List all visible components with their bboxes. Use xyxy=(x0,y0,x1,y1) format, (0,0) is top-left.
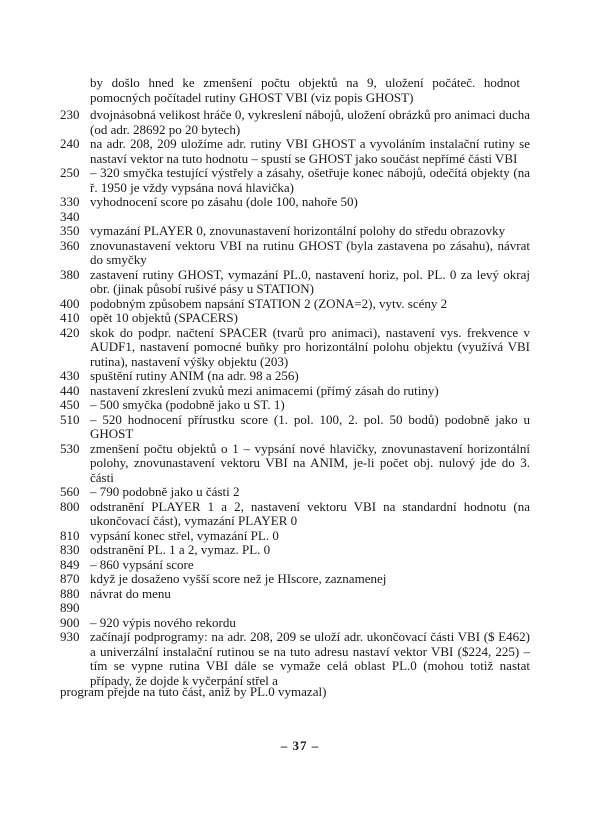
line-entry xyxy=(60,616,530,631)
line-entry xyxy=(60,108,530,137)
line-entry xyxy=(60,500,530,529)
line-entry xyxy=(60,384,530,399)
page-number: – 37 – xyxy=(280,738,320,753)
line-entry xyxy=(60,413,530,442)
line-number: 530 xyxy=(60,440,80,456)
line-entry xyxy=(60,137,530,166)
line-entry xyxy=(60,369,530,384)
line-number: 830 xyxy=(60,542,80,557)
line-number: 930 xyxy=(60,629,80,644)
line-entry xyxy=(60,311,530,326)
line-description: znovunastavení vektoru VBI na rutinu GHOST (byla zastavena po zásahu), návrat do smyčky xyxy=(90,237,530,267)
line-description: – 790 podobně jako u části 2 xyxy=(90,484,240,499)
line-description: nastavení zkreslení zvuků mezi animacemi (přímý zásah do rutiny) xyxy=(90,382,439,398)
line-entry xyxy=(60,442,530,486)
line-entry xyxy=(60,587,530,602)
line-number: 250 xyxy=(60,165,80,180)
line-number: 810 xyxy=(60,527,80,543)
line-number: 360 xyxy=(60,237,80,253)
line-description: – 500 smyčka (podobně jako u ST. 1) xyxy=(90,397,285,412)
line-description: zastavení rutiny GHOST, vymazání PL.0, nastavení horiz, pol. PL. 0 za levý okraj obr. (jinak působí rušivé pásy u STATION) xyxy=(90,266,530,296)
line-number: 849 xyxy=(60,556,80,572)
line-entry xyxy=(60,572,530,587)
line-description: vypsání konec střel, vymazání PL. 0 xyxy=(90,527,279,543)
line-description: skok do podpr. načtení SPACER (tvarů pro animaci), nastavení vys. frekvence v AUDF1, nastavení pomocné buňky pro horizontální polohu objektu (využívá VBI rutina), nastavení výšky objektu (203) xyxy=(90,324,530,369)
line-entry xyxy=(60,630,530,688)
line-number: 400 xyxy=(60,295,80,311)
line-description: – 320 smyčka testující výstřely a zásahy, ošetřuje konec nábojů, odečítá objekty (na ř. 1950 je vždy vypsána nová hlavička) xyxy=(90,165,530,195)
line-description xyxy=(90,601,530,616)
line-entry xyxy=(60,326,530,370)
line-description: dvojnásobná velikost hráče 0, vykreslení nábojů, uložení obrázků pro animaci ducha (od adr. 28692 po 20 bytech) xyxy=(90,107,530,137)
line-entry xyxy=(60,543,530,558)
line-entry xyxy=(60,601,530,616)
line-entry xyxy=(60,224,530,239)
line-entry xyxy=(60,195,530,210)
line-description: odstranění PLAYER 1 a 2, nastavení vektoru VBI na standardní hodnotu (na ukončovací část), vymazání PLAYER 0 xyxy=(90,498,530,528)
line-number: 230 xyxy=(60,107,80,122)
line-number: 890 xyxy=(60,600,80,615)
line-description: – 520 hodnocení přírustku score (1. pol. 100, 2. pol. 50 bodů) podobně jako u GHOST xyxy=(90,411,530,441)
line-number: 240 xyxy=(60,136,80,151)
line-number: 870 xyxy=(60,571,80,586)
line-entry xyxy=(60,485,530,500)
line-number: 340 xyxy=(60,208,80,224)
line-number: 510 xyxy=(60,411,80,427)
line-number: 330 xyxy=(60,194,80,209)
line-description: – 860 vypsání score xyxy=(90,556,194,572)
line-number: 450 xyxy=(60,397,80,412)
line-number: 430 xyxy=(60,368,80,383)
line-description xyxy=(90,210,530,225)
line-number: 900 xyxy=(60,614,80,630)
line-number: 560 xyxy=(60,484,80,499)
line-number: 800 xyxy=(60,498,80,514)
line-description: začínají podprogramy: na adr. 208, 209 se uloží adr. ukončovací části VBI ($ E462) a univerzální instalační rutinou se na tuto adresu nastaví vektor VBI ($224, 225) – tím se vypne rutina VBI dále se vymaže celá oblast PL.0 (mohou totiž nastat případy, že dojde k vyčerpání střel a xyxy=(90,629,530,688)
line-number: 880 xyxy=(60,585,80,601)
line-number: 350 xyxy=(60,223,80,238)
line-entry xyxy=(60,166,530,195)
line-entry xyxy=(60,239,530,268)
line-description: – 920 výpis nového rekordu xyxy=(90,614,236,630)
line-description: vyhodnocení score po zásahu (dole 100, nahoře 50) xyxy=(90,194,358,209)
line-entry xyxy=(60,529,530,544)
line-description: na adr. 208, 209 uložíme adr. rutiny VBI GHOST a vyvoláním instalační rutiny se nastaví vektor na tuto hodnotu – spustí se GHOST jako součást nepřímé části VBI xyxy=(90,136,530,166)
line-description: vymazání PLAYER 0, znovunastavení horizontální polohy do středu obrazovky xyxy=(90,223,506,238)
line-description: když je dosaženo vyšší score než je HIscore, zaznamenej xyxy=(90,571,387,586)
line-entry xyxy=(60,398,530,413)
line-number: 380 xyxy=(60,266,80,282)
line-entry xyxy=(60,558,530,573)
line-description: návrat do menu xyxy=(90,585,171,601)
line-entry xyxy=(60,268,530,297)
lead-paragraph: by došlo hned ke zmenšení počtu objektů na 9, uložení počáteč. hodnot pomocných počítadel rutiny GHOST VBI (viz popis GHOST) xyxy=(90,75,520,105)
line-entries xyxy=(60,108,530,688)
line-number: 440 xyxy=(60,382,80,398)
tail-paragraph: program přejde na tuto část, aniž by PL.0 vymazal) xyxy=(60,684,327,699)
line-description: spuštění rutiny ANIM (na adr. 98 a 256) xyxy=(90,368,299,383)
line-description: podobným způsobem napsání STATION 2 (ZONA=2), vytv. scény 2 xyxy=(90,295,448,311)
line-entry xyxy=(60,210,530,225)
line-entry xyxy=(60,297,530,312)
line-number: 420 xyxy=(60,324,80,340)
line-number: 410 xyxy=(60,310,80,325)
line-description: opět 10 objektů (SPACERS) xyxy=(90,310,238,325)
line-description: zmenšení počtu objektů o 1 – vypsání nové hlavičky, znovunastavení horizontální polohy, znovunastavení vektoru VBI na ANIM, je-li počet obj. nulový jde do 3. části xyxy=(90,440,530,485)
line-description: odstranění PL. 1 a 2, vymaz. PL. 0 xyxy=(90,542,271,557)
